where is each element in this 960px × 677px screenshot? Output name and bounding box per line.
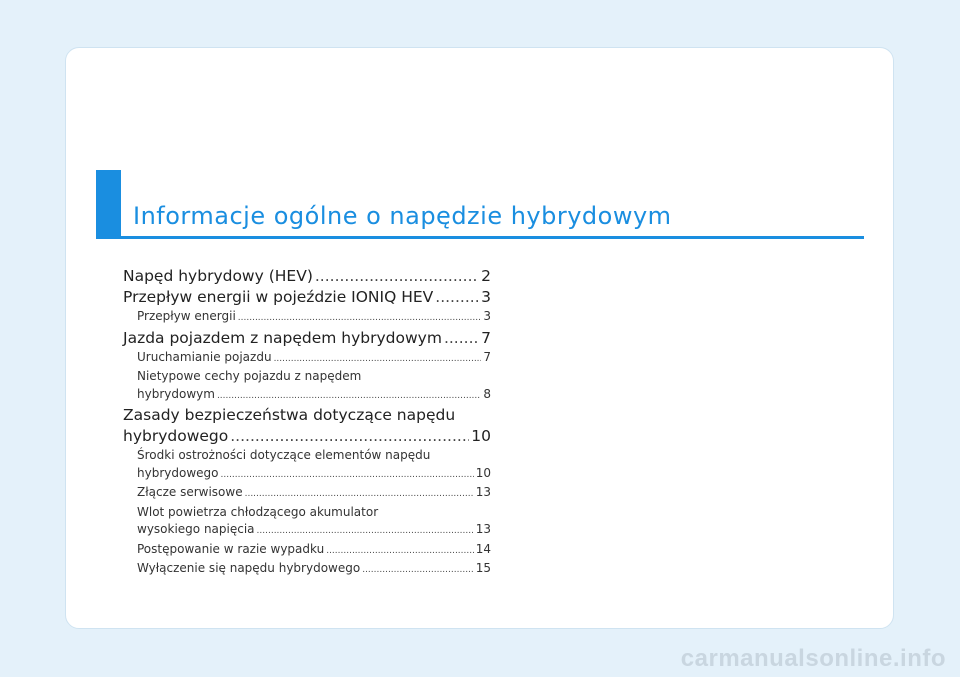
toc-entry-label: Postępowanie w razie wypadku [137, 541, 325, 556]
toc-entry-zasady-line1[interactable]: Zasady bezpieczeństwa dotyczące napędu [123, 406, 456, 424]
toc-entry-label: hybrydowym [137, 386, 215, 401]
toc-subentry-wylaczenie[interactable] [123, 560, 491, 580]
toc-leader-dots [274, 349, 482, 369]
toc-subentry-przeplyw-energii[interactable] [123, 308, 491, 328]
watermark: carmanualsonline.info [680, 645, 946, 672]
toc-page-number: 13 [475, 485, 491, 499]
toc-subentry-zlacze[interactable] [123, 484, 491, 504]
section-accent-block [96, 170, 121, 238]
toc-page-number: 10 [471, 427, 491, 445]
toc-entry-naped[interactable] [123, 266, 491, 287]
toc-subentry-nietypowe[interactable] [123, 386, 491, 406]
toc-page-number: 3 [483, 309, 491, 323]
toc-entry-zasady[interactable] [123, 426, 491, 447]
toc-entry-label: Przepływ energii w pojeździe IONIQ HEV [123, 288, 434, 306]
toc-subentry-wlot-line1[interactable]: Wlot powietrza chłodzącego akumulator [137, 504, 379, 519]
section-title: Informacje ogólne o napędzie hybrydowym [133, 202, 672, 230]
toc-leader-dots [245, 484, 474, 504]
toc-subentry-uruchamianie[interactable] [123, 349, 491, 369]
toc-subentry-srodki-line1[interactable]: Środki ostrożności dotyczące elementów napędu [137, 448, 431, 462]
toc-entry-label: Jazda pojazdem z napędem hybrydowym [123, 328, 442, 347]
toc-page-number: 13 [475, 522, 491, 536]
toc-page-number: 14 [475, 541, 491, 556]
toc-entry-label: hybrydowego [137, 465, 219, 480]
section-title-rule [96, 236, 864, 239]
toc-leader-dots [315, 266, 479, 287]
toc-page-number: 10 [475, 465, 491, 480]
toc-page-number: 8 [483, 386, 491, 401]
toc-subentry-postepowanie[interactable] [123, 541, 491, 561]
toc-leader-dots [238, 308, 482, 328]
toc-leader-dots [444, 328, 479, 349]
toc-leader-dots [230, 426, 469, 447]
toc-leader-dots [362, 560, 474, 580]
toc-entry-jazda[interactable] [123, 328, 491, 349]
toc-entry-label: Uruchamianie pojazdu [137, 349, 272, 364]
toc-page-number: 2 [481, 267, 491, 285]
toc-entry-label: wysokiego napięcia [137, 522, 255, 536]
toc-leader-dots [326, 541, 474, 561]
toc-leader-dots [257, 521, 474, 541]
toc-subentry-wlot[interactable] [123, 521, 491, 541]
table-of-contents [123, 266, 491, 580]
toc-entry-label: Przepływ energii [137, 309, 236, 323]
toc-entry-label: Złącze serwisowe [137, 485, 243, 499]
toc-leader-dots [435, 287, 479, 308]
toc-leader-dots [220, 465, 473, 485]
toc-leader-dots [217, 386, 481, 406]
toc-page-number: 3 [481, 288, 491, 306]
toc-page-number: 15 [475, 561, 491, 575]
toc-entry-label: hybrydowego [123, 427, 229, 445]
toc-page-number: 7 [481, 328, 491, 347]
toc-subentry-nietypowe-line1[interactable]: Nietypowe cechy pojazdu z napędem [137, 369, 362, 383]
toc-entry-label: Napęd hybrydowy (HEV) [123, 267, 313, 285]
toc-entry-label: Wyłączenie się napędu hybrydowego [137, 561, 361, 575]
toc-page-number: 7 [483, 349, 491, 364]
toc-entry-przeplyw[interactable] [123, 287, 491, 308]
toc-subentry-srodki[interactable] [123, 465, 491, 485]
